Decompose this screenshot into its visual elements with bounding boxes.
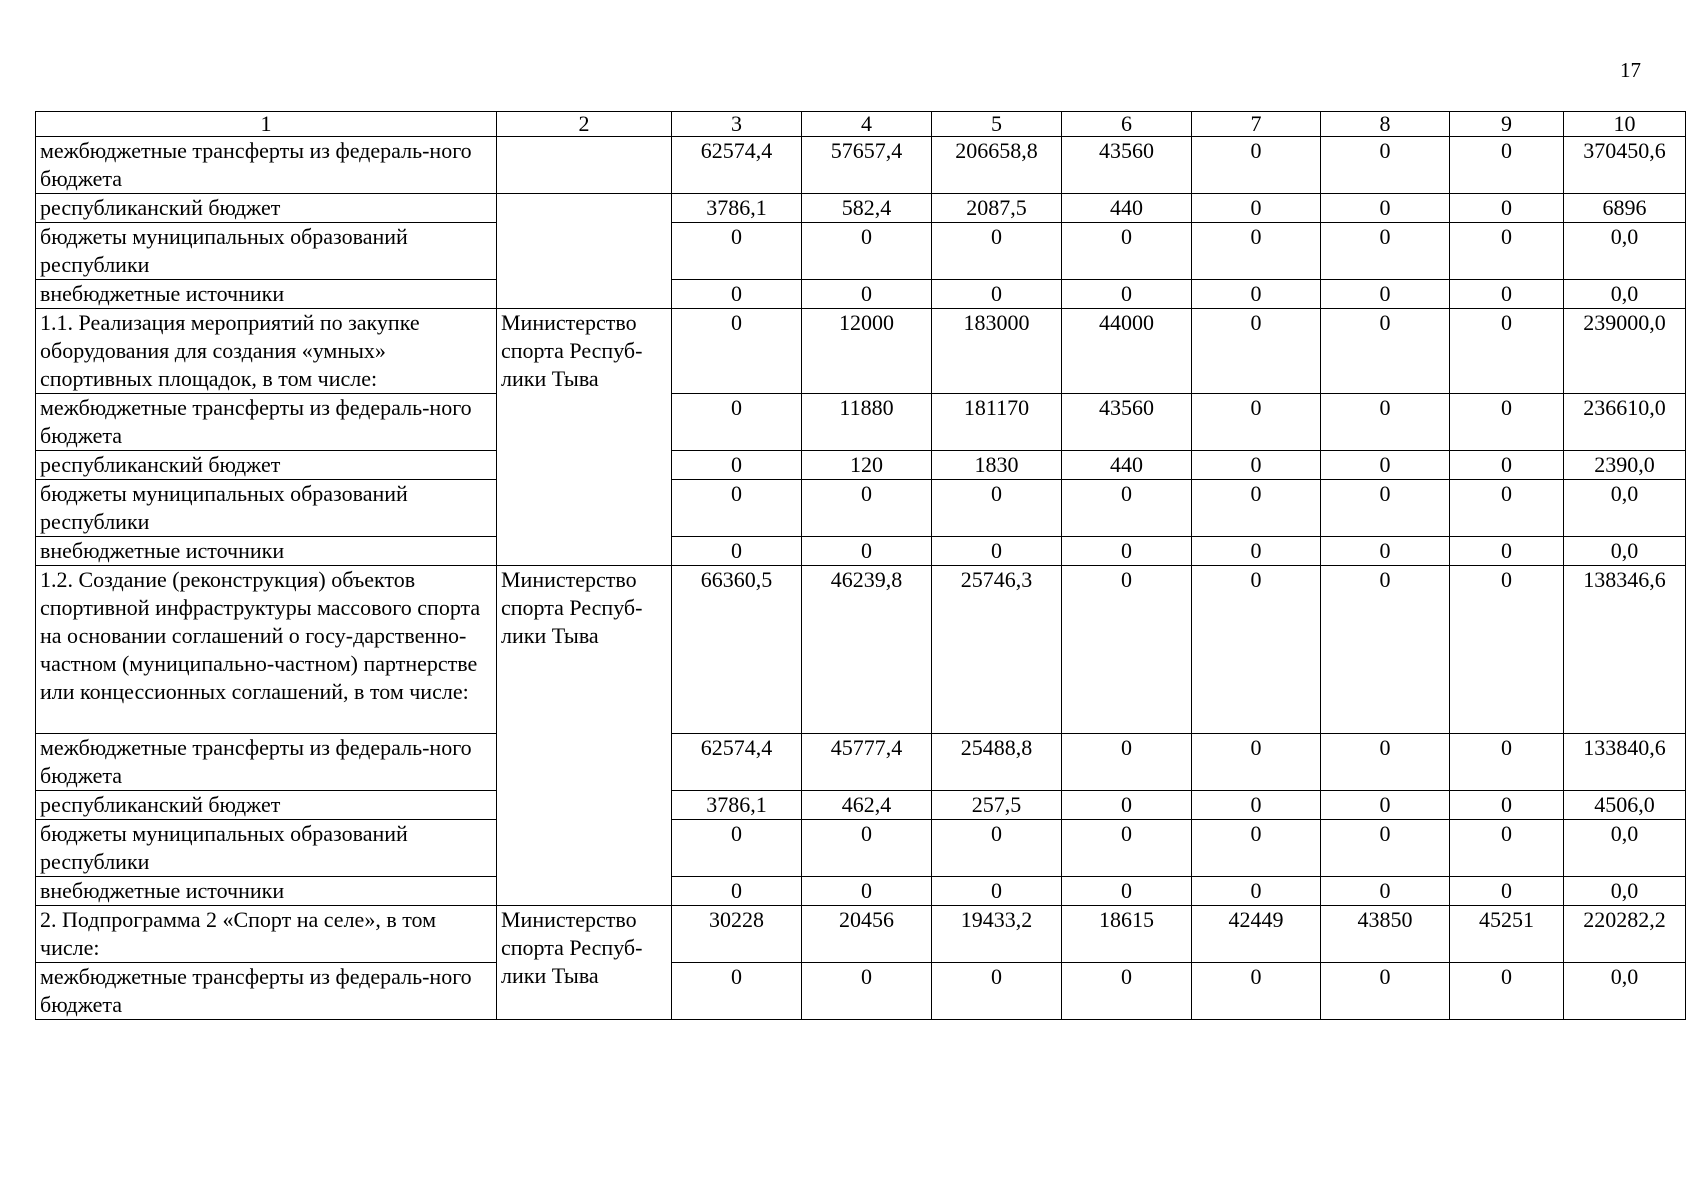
value-cell: 0: [1321, 223, 1450, 280]
value-cell: 0: [1062, 820, 1192, 877]
value-cell: 0: [802, 963, 932, 1020]
value-cell: 4506,0: [1564, 791, 1686, 820]
column-header: 6: [1062, 112, 1192, 137]
value-cell: 0: [1450, 223, 1564, 280]
value-cell: 0: [1062, 877, 1192, 906]
value-cell: 0: [1192, 137, 1321, 194]
value-cell: 0: [802, 537, 932, 566]
value-cell: 0: [1062, 734, 1192, 791]
page-number: 17: [1620, 58, 1641, 82]
value-cell: 0: [1321, 791, 1450, 820]
value-cell: 0: [1321, 137, 1450, 194]
table-row: [36, 877, 1686, 906]
table-row: [36, 451, 1686, 480]
value-cell: 0: [1062, 537, 1192, 566]
value-cell: 220282,2: [1564, 906, 1686, 963]
value-cell: 0: [1192, 963, 1321, 1020]
value-cell: 0: [1450, 480, 1564, 537]
value-cell: 0: [932, 480, 1062, 537]
table-row: [36, 734, 1686, 791]
value-cell: 440: [1062, 451, 1192, 480]
value-cell: 0: [1192, 309, 1321, 394]
value-cell: 0: [1321, 480, 1450, 537]
row-label: 2. Подпрограмма 2 «Спорт на селе», в том числе:: [36, 906, 497, 963]
responsible-executor: [497, 137, 672, 194]
value-cell: 57657,4: [802, 137, 932, 194]
value-cell: 0: [1450, 137, 1564, 194]
value-cell: 440: [1062, 194, 1192, 223]
value-cell: 0: [1062, 480, 1192, 537]
value-cell: 0: [1321, 194, 1450, 223]
row-label: республиканский бюджет: [36, 194, 497, 223]
value-cell: 257,5: [932, 791, 1062, 820]
value-cell: 2390,0: [1564, 451, 1686, 480]
value-cell: 0: [1321, 537, 1450, 566]
table-row: [36, 309, 1686, 394]
value-cell: 6896: [1564, 194, 1686, 223]
column-number-row: [36, 112, 1686, 137]
table-row: [36, 394, 1686, 451]
value-cell: 0: [1450, 194, 1564, 223]
column-header: 1: [36, 112, 497, 137]
value-cell: 3786,1: [672, 791, 802, 820]
row-label: межбюджетные трансферты из федераль-ного бюджета: [36, 734, 497, 791]
value-cell: 0: [1450, 309, 1564, 394]
table-row: [36, 906, 1686, 963]
value-cell: 46239,8: [802, 566, 932, 734]
value-cell: 138346,6: [1564, 566, 1686, 734]
value-cell: 0: [1450, 877, 1564, 906]
value-cell: 45251: [1450, 906, 1564, 963]
value-cell: 30228: [672, 906, 802, 963]
value-cell: 62574,4: [672, 734, 802, 791]
value-cell: 0: [1450, 451, 1564, 480]
value-cell: 0,0: [1564, 877, 1686, 906]
table-row: [36, 194, 1686, 223]
row-label: 1.2. Создание (реконструкция) объектов спортивной инфраструктуры массового спорта на основании соглашений о госу-дарственно-частном (муниципально-частном) партнерстве или концессионных соглашений, в том числе:: [36, 566, 497, 734]
value-cell: 0: [932, 820, 1062, 877]
column-header: 10: [1564, 112, 1686, 137]
column-header: 5: [932, 112, 1062, 137]
value-cell: 0: [1450, 734, 1564, 791]
table-row: [36, 480, 1686, 537]
row-label: межбюджетные трансферты из федераль-ного бюджета: [36, 394, 497, 451]
value-cell: 0: [1321, 309, 1450, 394]
row-label: республиканский бюджет: [36, 451, 497, 480]
table-row: [36, 963, 1686, 1020]
value-cell: 19433,2: [932, 906, 1062, 963]
value-cell: 0: [1450, 566, 1564, 734]
value-cell: 236610,0: [1564, 394, 1686, 451]
value-cell: 181170: [932, 394, 1062, 451]
value-cell: 0: [932, 963, 1062, 1020]
value-cell: 0: [672, 394, 802, 451]
row-label: бюджеты муниципальных образований республики: [36, 820, 497, 877]
row-label: внебюджетные источники: [36, 537, 497, 566]
value-cell: 62574,4: [672, 137, 802, 194]
value-cell: 0: [1321, 734, 1450, 791]
responsible-executor: Министерство спорта Респуб-лики Тыва: [497, 309, 672, 566]
value-cell: 0: [672, 223, 802, 280]
column-header: 8: [1321, 112, 1450, 137]
value-cell: 25746,3: [932, 566, 1062, 734]
value-cell: 462,4: [802, 791, 932, 820]
value-cell: 0: [1062, 566, 1192, 734]
value-cell: 0: [802, 877, 932, 906]
column-header: 3: [672, 112, 802, 137]
responsible-executor: Министерство спорта Респуб-лики Тыва: [497, 906, 672, 1020]
value-cell: 0: [672, 480, 802, 537]
value-cell: 0: [672, 963, 802, 1020]
row-label: межбюджетные трансферты из федераль-ного бюджета: [36, 137, 497, 194]
value-cell: 11880: [802, 394, 932, 451]
table-row: [36, 791, 1686, 820]
value-cell: 0,0: [1564, 963, 1686, 1020]
value-cell: 0: [1192, 394, 1321, 451]
value-cell: 120: [802, 451, 932, 480]
value-cell: 0: [1192, 223, 1321, 280]
value-cell: 133840,6: [1564, 734, 1686, 791]
column-header: 9: [1450, 112, 1564, 137]
value-cell: 0: [1192, 194, 1321, 223]
value-cell: 0: [1192, 734, 1321, 791]
responsible-executor: [497, 194, 672, 309]
value-cell: 0: [1321, 566, 1450, 734]
value-cell: 0,0: [1564, 820, 1686, 877]
value-cell: 0: [1321, 280, 1450, 309]
value-cell: 0: [1321, 877, 1450, 906]
value-cell: 43560: [1062, 394, 1192, 451]
row-label: республиканский бюджет: [36, 791, 497, 820]
value-cell: 0: [1450, 394, 1564, 451]
value-cell: 0: [802, 480, 932, 537]
table-row: [36, 137, 1686, 194]
value-cell: 0: [1192, 537, 1321, 566]
value-cell: 18615: [1062, 906, 1192, 963]
value-cell: 0,0: [1564, 537, 1686, 566]
value-cell: 0: [1450, 791, 1564, 820]
value-cell: 0: [672, 820, 802, 877]
value-cell: 0: [1192, 280, 1321, 309]
value-cell: 0: [672, 877, 802, 906]
value-cell: 0: [932, 223, 1062, 280]
table-row: [36, 820, 1686, 877]
value-cell: 66360,5: [672, 566, 802, 734]
value-cell: 0: [672, 309, 802, 394]
value-cell: 0: [1321, 451, 1450, 480]
budget-table: [35, 111, 1686, 1020]
value-cell: 0: [1192, 877, 1321, 906]
value-cell: 0: [1062, 223, 1192, 280]
value-cell: 0: [1192, 820, 1321, 877]
value-cell: 0: [1192, 480, 1321, 537]
value-cell: 43850: [1321, 906, 1450, 963]
value-cell: 0: [1192, 791, 1321, 820]
value-cell: 42449: [1192, 906, 1321, 963]
value-cell: 0,0: [1564, 480, 1686, 537]
value-cell: 0: [802, 820, 932, 877]
row-label: бюджеты муниципальных образований республики: [36, 480, 497, 537]
table-row: [36, 223, 1686, 280]
column-header: 4: [802, 112, 932, 137]
value-cell: 0: [802, 280, 932, 309]
column-header: 2: [497, 112, 672, 137]
value-cell: 0: [1450, 280, 1564, 309]
column-header: 7: [1192, 112, 1321, 137]
value-cell: 0: [1192, 451, 1321, 480]
value-cell: 0: [1321, 394, 1450, 451]
table-row: [36, 566, 1686, 734]
row-label: внебюджетные источники: [36, 877, 497, 906]
value-cell: 370450,6: [1564, 137, 1686, 194]
row-label: бюджеты муниципальных образований республики: [36, 223, 497, 280]
value-cell: 0: [1450, 537, 1564, 566]
value-cell: 1830: [932, 451, 1062, 480]
value-cell: 0: [932, 537, 1062, 566]
value-cell: 43560: [1062, 137, 1192, 194]
value-cell: 0: [802, 223, 932, 280]
responsible-executor: Министерство спорта Респуб-лики Тыва: [497, 566, 672, 906]
value-cell: 206658,8: [932, 137, 1062, 194]
value-cell: 0: [672, 451, 802, 480]
value-cell: 0: [1450, 963, 1564, 1020]
value-cell: 0: [1321, 963, 1450, 1020]
value-cell: 0: [1450, 820, 1564, 877]
row-label: межбюджетные трансферты из федераль-ного бюджета: [36, 963, 497, 1020]
value-cell: 0,0: [1564, 223, 1686, 280]
row-label: внебюджетные источники: [36, 280, 497, 309]
value-cell: 0: [1062, 280, 1192, 309]
value-cell: 183000: [932, 309, 1062, 394]
value-cell: 45777,4: [802, 734, 932, 791]
value-cell: 239000,0: [1564, 309, 1686, 394]
value-cell: 0,0: [1564, 280, 1686, 309]
value-cell: 3786,1: [672, 194, 802, 223]
value-cell: 12000: [802, 309, 932, 394]
value-cell: 582,4: [802, 194, 932, 223]
value-cell: 0: [1062, 791, 1192, 820]
value-cell: 0: [1321, 820, 1450, 877]
value-cell: 25488,8: [932, 734, 1062, 791]
value-cell: 20456: [802, 906, 932, 963]
value-cell: 0: [932, 280, 1062, 309]
value-cell: 0: [672, 280, 802, 309]
table-row: [36, 537, 1686, 566]
value-cell: 0: [932, 877, 1062, 906]
value-cell: 0: [1062, 963, 1192, 1020]
value-cell: 0: [1192, 566, 1321, 734]
row-label: 1.1. Реализация мероприятий по закупке оборудования для создания «умных» спортивных площадок, в том числе:: [36, 309, 497, 394]
value-cell: 0: [672, 537, 802, 566]
table-row: [36, 280, 1686, 309]
value-cell: 2087,5: [932, 194, 1062, 223]
value-cell: 44000: [1062, 309, 1192, 394]
